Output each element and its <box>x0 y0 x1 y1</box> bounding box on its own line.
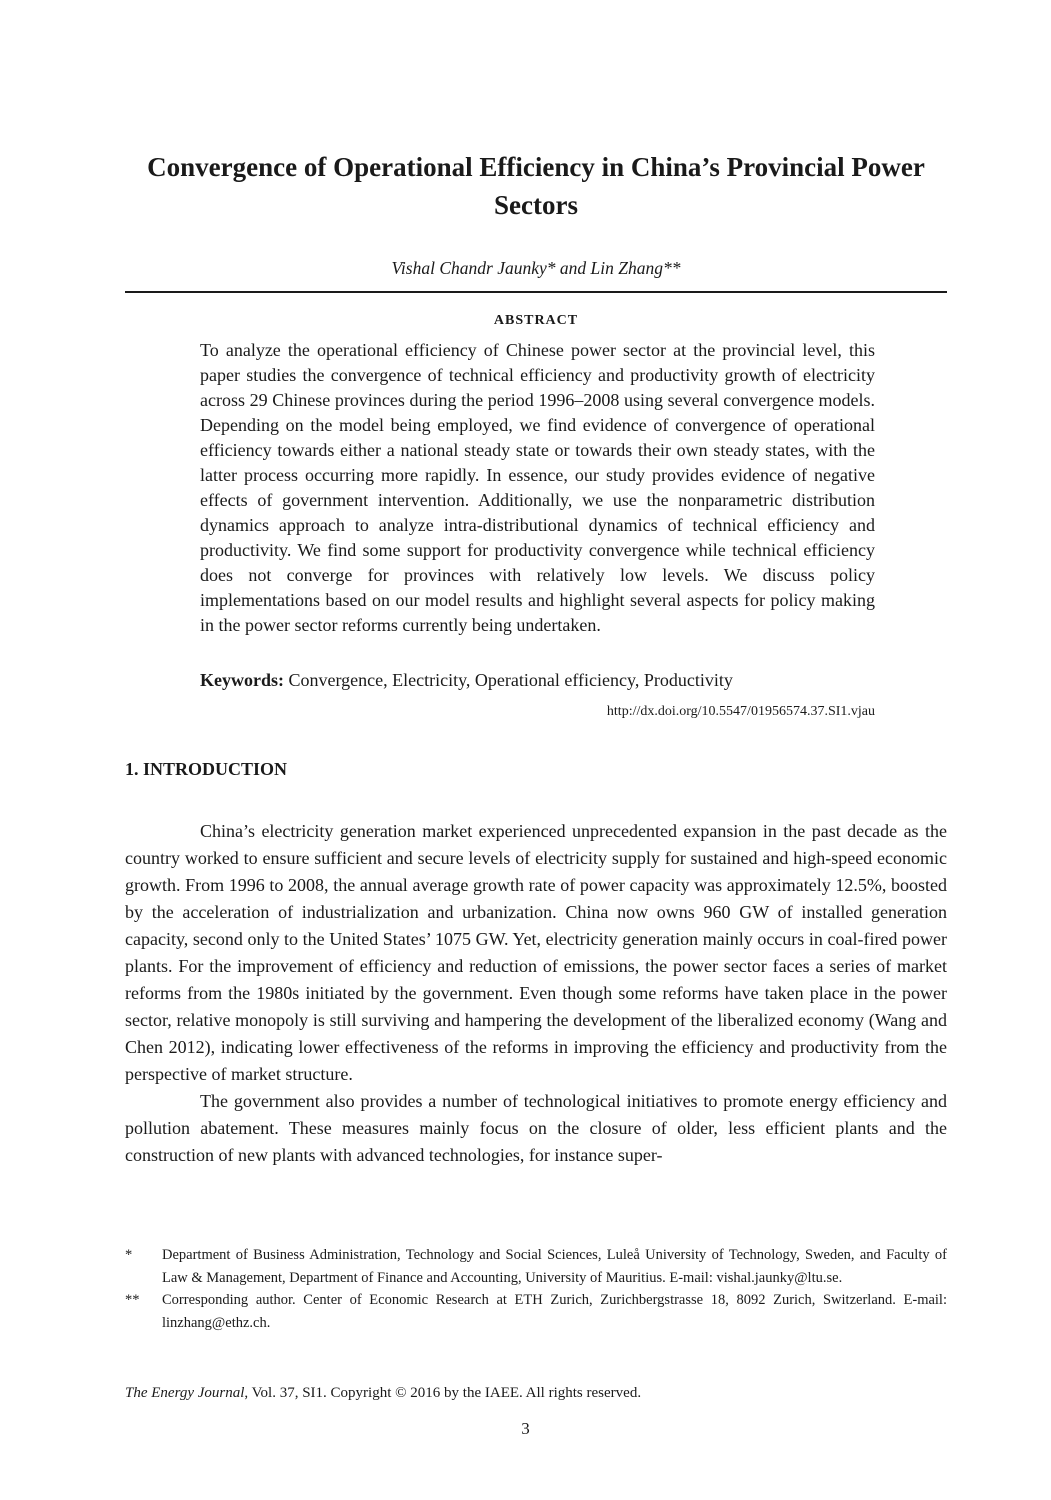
paper-title: Convergence of Operational Efficiency in China’s Provincial Power Sectors <box>147 152 925 220</box>
journal-details: , Vol. 37, SI1. Copyright © 2016 by the IAEE. All rights reserved. <box>244 1385 642 1401</box>
footnote-mark: * <box>125 1247 133 1263</box>
footnote-text: Corresponding author. Center of Economic Research at ETH Zurich, Zurichbergstrasse 18, 8092 Zurich, Switzerland. E-mail: linzhang@ethz.ch. <box>162 1292 947 1331</box>
footnote <box>125 1244 947 1289</box>
doi-link[interactable]: http://dx.doi.org/10.5547/01956574.37.SI1.vjau <box>606 704 875 719</box>
journal-citation <box>125 1383 641 1403</box>
abstract-text: To analyze the operational efficiency of Chinese power sector at the provincial level, this paper studies the convergence of technical efficiency and productivity growth of electricity across 29 Chinese provinces during the period 1996–2008 using several convergence models. Depending on the model being employed, we find evidence of convergence of operational efficiency towards either a national steady state or towards their own steady states, with the latter process occurring more rapidly. In essence, our study provides evidence of negative effects of government intervention. Additionally, we use the nonparametric distribution dynamics approach to analyze intra-distributional dynamics of technical efficiency and productivity. We find some support for productivity convergence while technical efficiency does not converge for provinces with relatively low levels. We discuss policy implementations based on our model results and highlight several aspects for policy making in the power sector reforms currently being undertaken. <box>200 340 875 635</box>
abstract-heading: ABSTRACT <box>493 313 579 328</box>
intro-paragraph: The government also provides a number of technological initiatives to promote energy efficiency and pollution abatement. These measures mainly focus on the closure of older, less efficient plants and the construction of new plants with advanced technologies, for instance super- <box>125 1091 947 1165</box>
footnote-text: Department of Business Administration, Technology and Social Sciences, Luleå University of Technology, Sweden, and Faculty of Law & Management, Department of Finance and Accounting, University of Mauritius. E-mail: vishal.jaunky@ltu.se. <box>162 1247 947 1286</box>
introduction-body <box>125 818 947 1169</box>
author-line: Vishal Chandr Jaunky* and Lin Zhang** <box>391 258 681 278</box>
page-number: 3 <box>521 1419 530 1438</box>
footnote-mark: ** <box>125 1292 140 1308</box>
keywords-label: Keywords: <box>200 670 284 690</box>
keywords-list: Convergence, Electricity, Operational efficiency, Productivity <box>288 670 733 690</box>
section-heading-introduction: 1. INTRODUCTION <box>125 759 288 779</box>
footnote <box>125 1289 947 1334</box>
intro-paragraph: China’s electricity generation market experienced unprecedented expansion in the past decade as the country worked to ensure sufficient and secure levels of electricity supply for sustained and high-speed economic growth. From 1996 to 2008, the annual average growth rate of power capacity was approximately 12.5%, boosted by the acceleration of industrialization and urbanization. China now owns 960 GW of installed generation capacity, second only to the United States’ 1075 GW. Yet, electricity generation mainly occurs in coal-fired power plants. For the improvement of efficiency and reduction of emissions, the power sector faces a series of market reforms from the 1980s initiated by the government. Even though some reforms have taken place in the power sector, relative monopoly is still surviving and hampering the development of the liberalized economy (Wang and Chen 2012), indicating lower effectiveness of the reforms in improving the efficiency and productivity from the perspective of market structure. <box>125 821 947 1084</box>
footnotes <box>125 1244 947 1334</box>
keywords-line <box>200 668 875 693</box>
journal-name: The Energy Journal <box>125 1385 245 1401</box>
title-divider <box>125 291 947 293</box>
